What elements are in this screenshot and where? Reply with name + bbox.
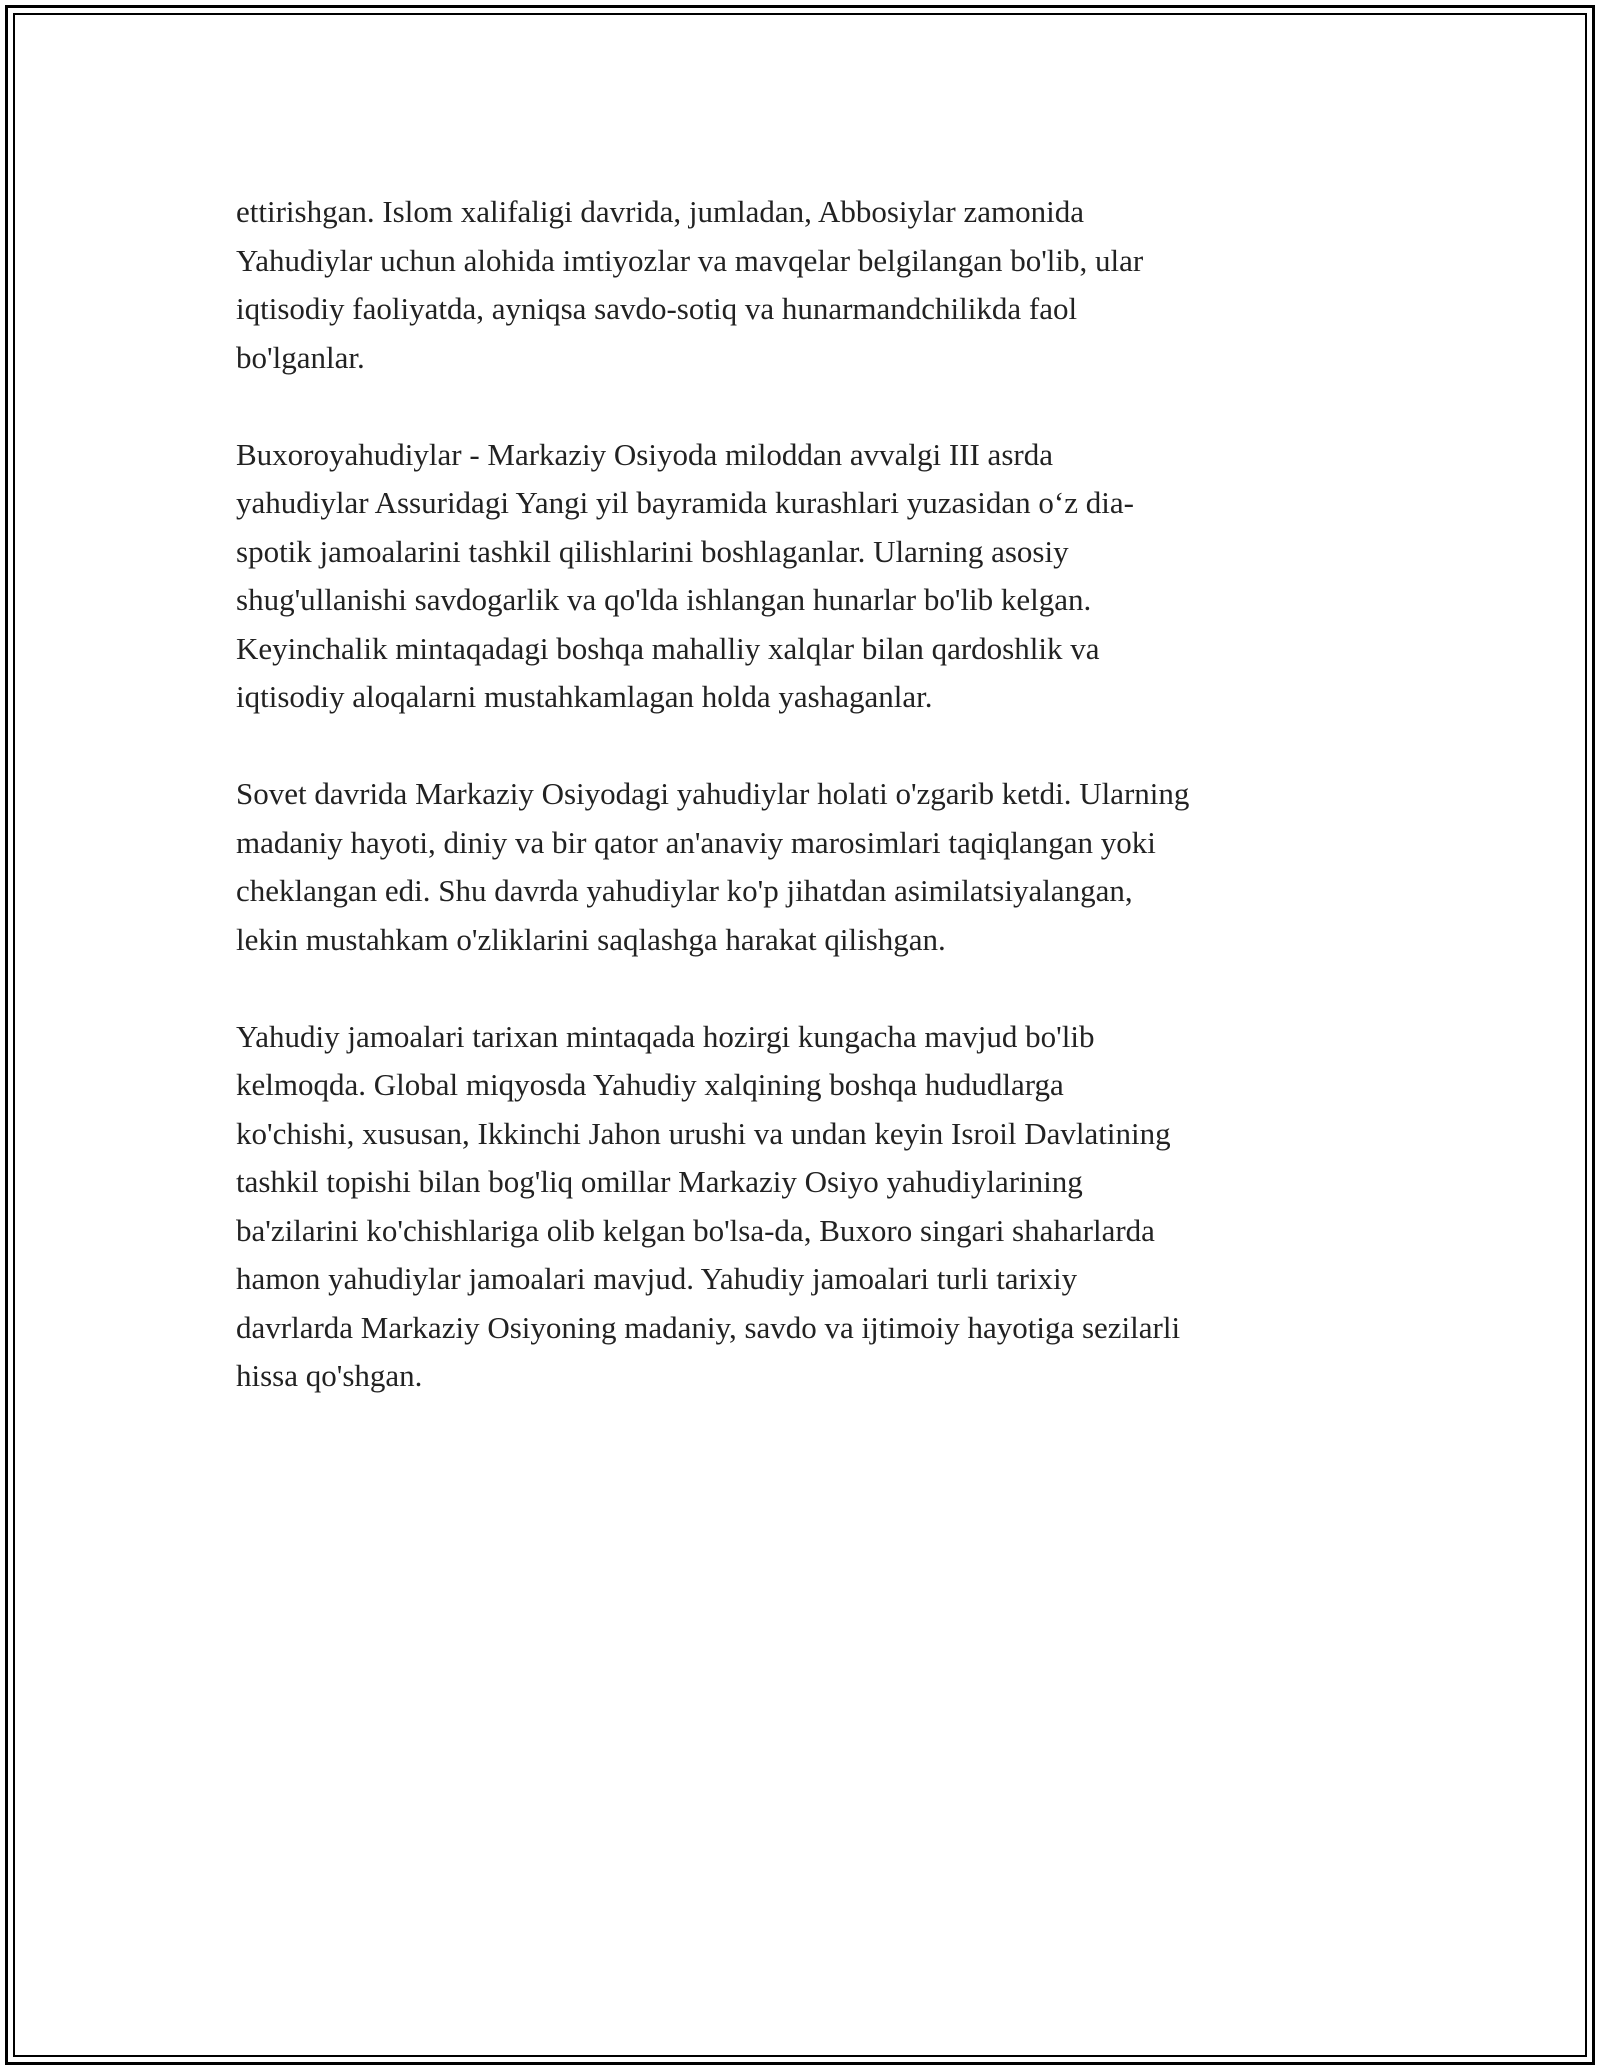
text-line: yahudiylar Assuridagi Yangi yil bayramida kurashlari yuzasidan o‘z dia- [236, 485, 1134, 520]
paragraph-1 [236, 188, 1386, 382]
text-line: hamon yahudiylar jamoalari mavjud. Yahudiy jamoalari turli tarixiy [236, 1261, 1078, 1296]
text-line: ettirishgan. Islom xalifaligi davrida, jumladan, Abbosiylar zamonida [236, 194, 1084, 229]
text-line: lekin mustahkam o'zliklarini saqlashga harakat qilishgan. [236, 921, 946, 957]
text-line: Yahudiy jamoalari tarixan mintaqada hozirgi kungacha mavjud bo'lib [236, 1018, 1095, 1054]
text-line: kelmoqda. Global miqyosda Yahudiy xalqining boshqa hududlarga [236, 1067, 1064, 1102]
text-line: spotik jamoalarini tashkil qilishlarini boshlaganlar. Ularning asosiy [236, 533, 1069, 569]
text-line: tashkil topishi bilan bog'liq omillar Markaziy Osiyo yahudiylarining [236, 1164, 1083, 1199]
text-line: shug'ullanishi savdogarlik va qo'lda ishlangan hunarlar bo'lib kelgan. [236, 582, 1092, 617]
paragraph-4 [236, 1013, 1386, 1401]
text-line: ba'zilarini ko'chishlariga olib kelgan bo'lsa-da, Buxoro singari shaharlarda [236, 1212, 1155, 1248]
document-body [236, 188, 1386, 1401]
text-line: Yahudiylar uchun alohida imtiyozlar va mavqelar belgilangan bo'lib, ular [236, 242, 1144, 278]
text-line: Keyinchalik mintaqadagi boshqa mahalliy xalqlar bilan qardoshlik va [236, 630, 1100, 666]
text-line: hissa qo'shgan. [236, 1358, 423, 1393]
text-line: ko'chishi, xususan, Ikkinchi Jahon urushi va undan keyin Isroil Davlatining [236, 1115, 1171, 1151]
text-line: cheklangan edi. Shu davrda yahudiylar ko'p jihatdan asimilatsiyalangan, [236, 873, 1133, 908]
text-line: iqtisodiy faoliyatda, ayniqsa savdo-sotiq va hunarmandchilikda faol [236, 291, 1078, 326]
text-line: bo'lganlar. [236, 339, 365, 375]
text-line: madaniy hayoti, diniy va bir qator an'anaviy marosimlari taqiqlangan yoki [236, 824, 1156, 860]
text-line: davrlarda Markaziy Osiyoning madaniy, savdo va ijtimoiy hayotiga sezilarli [236, 1309, 1181, 1345]
paragraph-2 [236, 431, 1386, 722]
text-line: Sovet davrida Markaziy Osiyodagi yahudiylar holati o'zgarib ketdi. Ularning [236, 776, 1190, 811]
text-line: Buxoroyahudiylar - Markaziy Osiyoda miloddan avvalgi III asrda [236, 436, 1053, 472]
paragraph-3 [236, 770, 1386, 964]
text-line: iqtisodiy aloqalarni mustahkamlagan holda yashaganlar. [236, 679, 933, 714]
